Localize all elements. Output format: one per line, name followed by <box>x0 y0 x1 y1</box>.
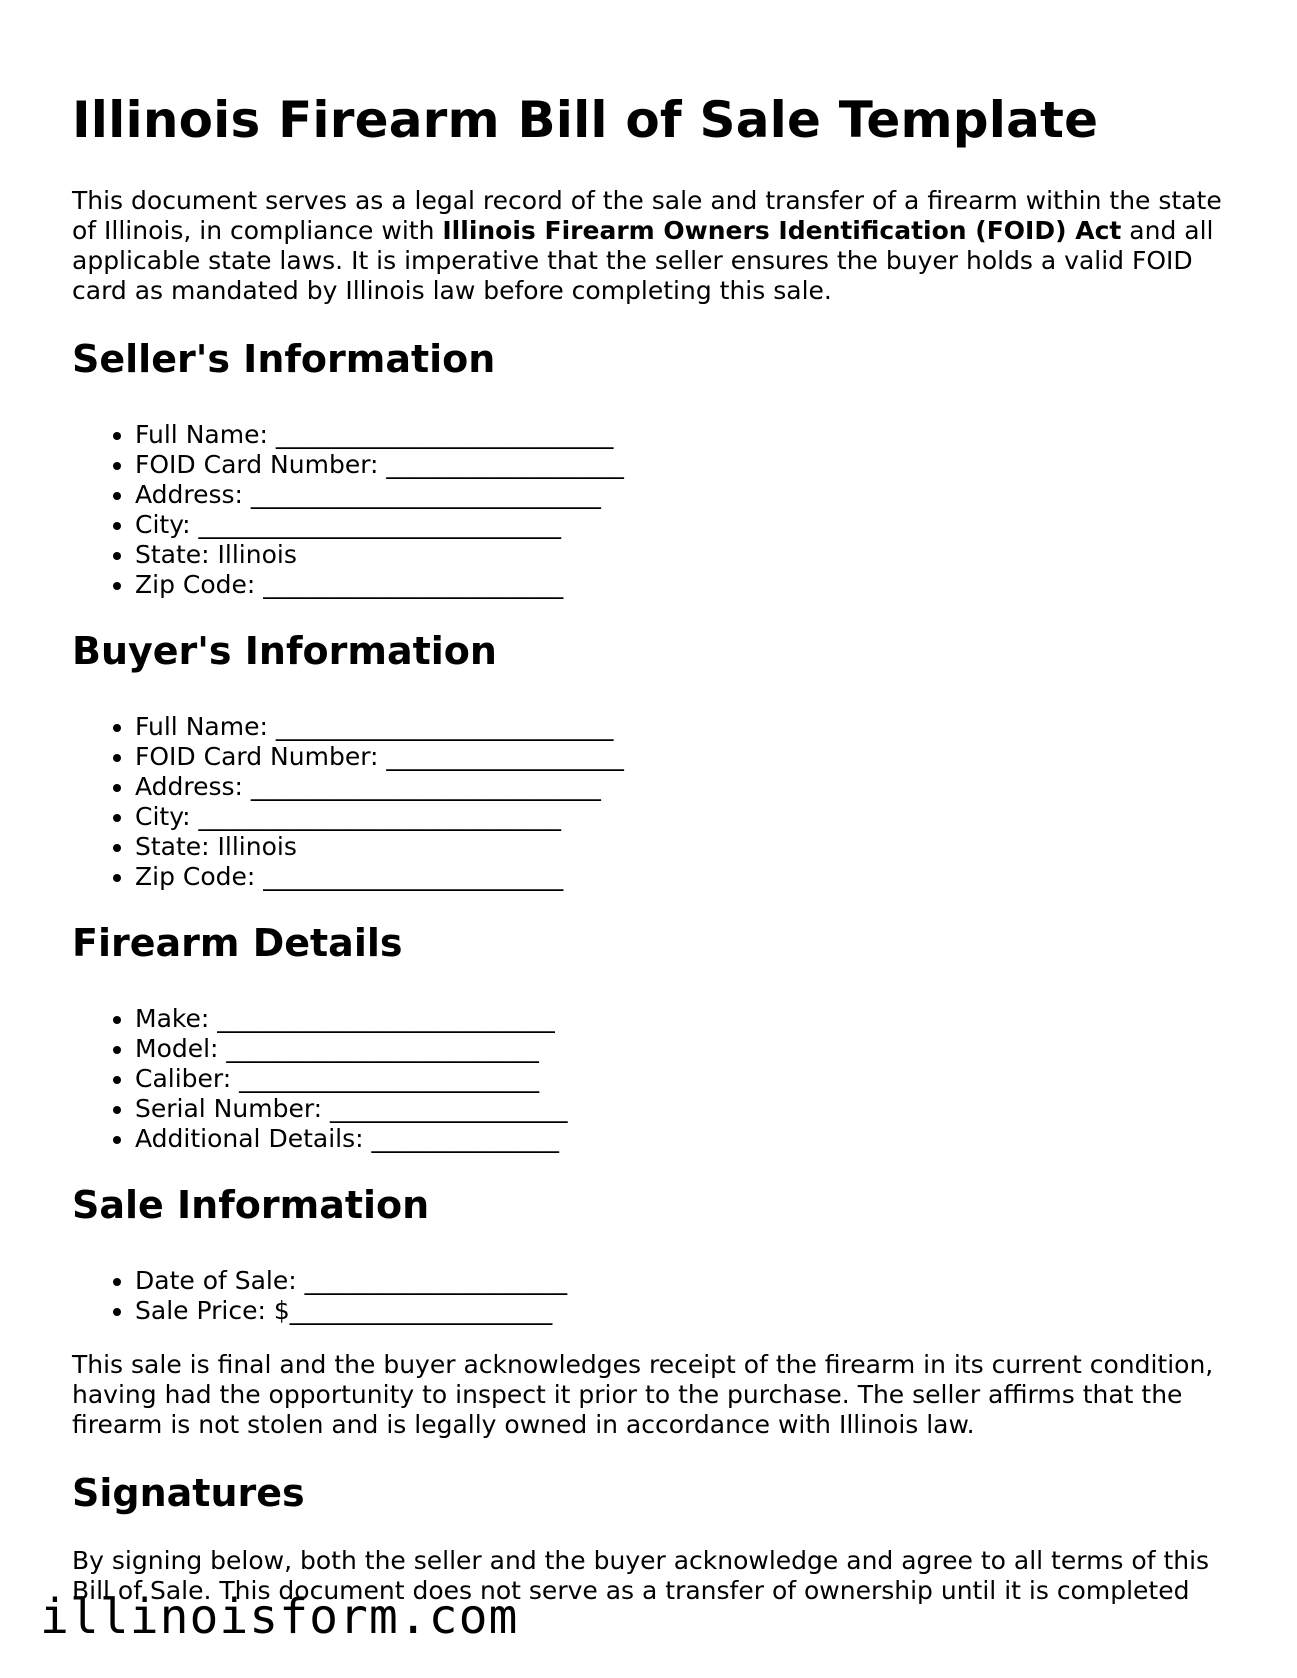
seller-foid-field: • FOID Card Number: ___________________ <box>135 450 1232 480</box>
firearm-make-field: • Make: ___________________________ <box>135 1004 1232 1034</box>
firearm-details-list <box>72 1004 1232 1154</box>
seller-zip-field: • Zip Code: ________________________ <box>135 570 1232 600</box>
signatures-paragraph: By signing below, both the seller and the buyer acknowledge and agree to all terms of this Bill of Sale. This document does not serve as a transfer of ownership until it is completed <box>72 1546 1210 1605</box>
buyer-full-name-field: • Full Name: ___________________________ <box>135 712 1232 742</box>
seller-full-name-field: • Full Name: ___________________________ <box>135 420 1232 450</box>
watermark-logo: illinoisform.com <box>40 1589 519 1645</box>
intro-text-after: and all applicable state laws. It is imperative that the seller ensures the buyer holds a valid FOID card as mandated by Illinois law before completing this sale. <box>72 216 1214 305</box>
buyer-heading: Buyer's Information <box>72 629 497 673</box>
buyer-info-list <box>72 712 1232 892</box>
buyer-zip-field: • Zip Code: ________________________ <box>135 862 1232 892</box>
firearm-heading: Firearm Details <box>72 921 403 965</box>
signatures-heading: Signatures <box>72 1471 305 1515</box>
seller-state-field: • State: Illinois <box>135 540 1232 570</box>
firearm-serial-field: • Serial Number: ___________________ <box>135 1094 1232 1124</box>
seller-info-list <box>72 420 1232 600</box>
sale-info-list <box>72 1266 1232 1326</box>
intro-text-before: This document serves as a legal record of the sale and transfer of a firearm within the state of Illinois, in compliance with <box>72 186 1222 245</box>
firearm-additional-details-field: • Additional Details: _______________ <box>135 1124 1232 1154</box>
sale-final-paragraph: This sale is final and the buyer acknowledges receipt of the firearm in its current condition, having had the opportunity to inspect it prior to the purchase. The seller affirms that the firearm is not stolen and is legally owned in accordance with Illinois law. <box>72 1350 1214 1439</box>
buyer-city-field: • City: _____________________________ <box>135 802 1232 832</box>
buyer-state-field: • State: Illinois <box>135 832 1232 862</box>
document-page <box>72 0 1232 1606</box>
buyer-foid-field: • FOID Card Number: ___________________ <box>135 742 1232 772</box>
intro-paragraph <box>72 186 1232 306</box>
seller-address-field: • Address: ____________________________ <box>135 480 1232 510</box>
sale-date-field: • Date of Sale: _____________________ <box>135 1266 1232 1296</box>
document-title: Illinois Firearm Bill of Sale Template <box>72 91 1099 149</box>
buyer-address-field: • Address: ____________________________ <box>135 772 1232 802</box>
sale-heading: Sale Information <box>72 1183 430 1227</box>
firearm-caliber-field: • Caliber: ________________________ <box>135 1064 1232 1094</box>
firearm-model-field: • Model: _________________________ <box>135 1034 1232 1064</box>
seller-city-field: • City: _____________________________ <box>135 510 1232 540</box>
foid-act-reference: Illinois Firearm Owners Identification (FOID) Act <box>442 216 1122 245</box>
sale-price-field: • Sale Price: $_____________________ <box>135 1296 1232 1326</box>
seller-heading: Seller's Information <box>72 337 496 381</box>
